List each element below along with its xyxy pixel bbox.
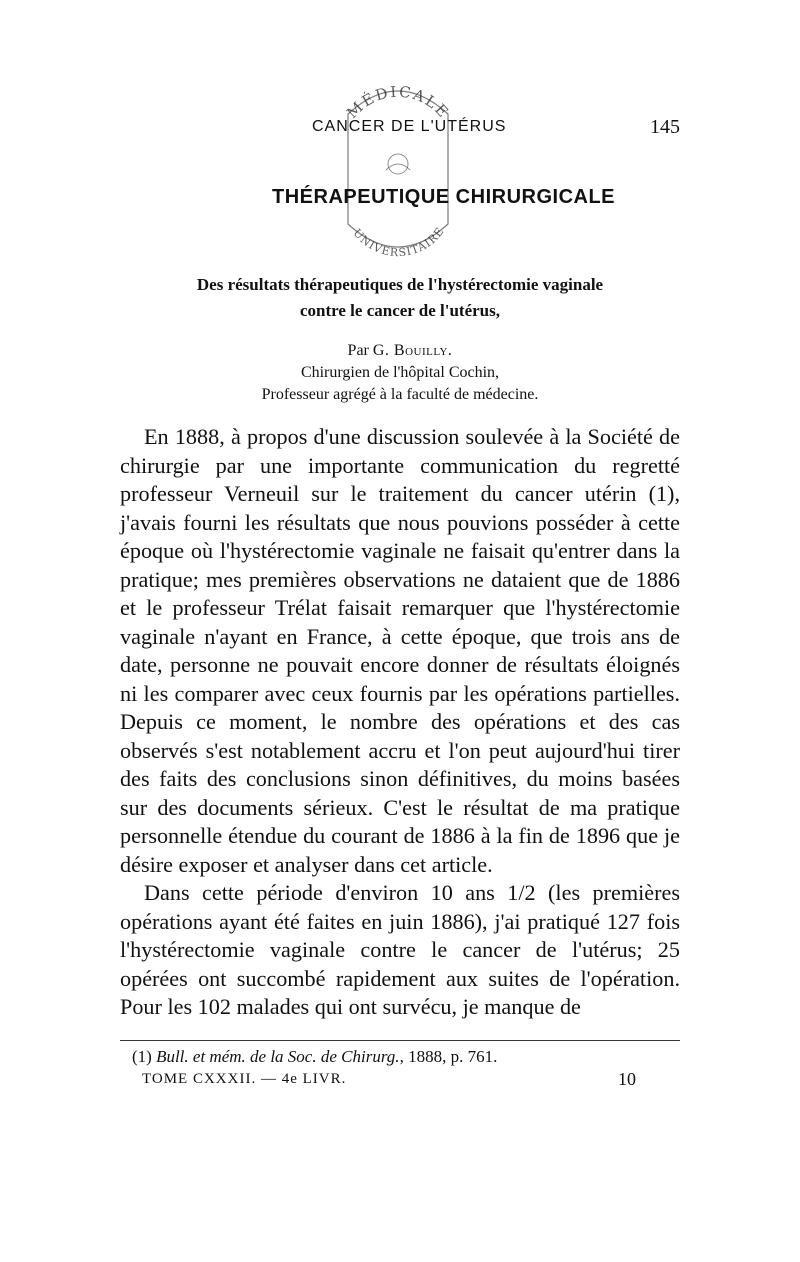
- article-title: [0, 272, 800, 324]
- byline-prefix: Par: [347, 342, 369, 359]
- affiliation-2: Professeur agrégé à la faculté de médecine.: [261, 386, 539, 403]
- sheet-number: 10: [618, 1069, 636, 1089]
- section-heading: THÉRAPEUTIQUE CHIRURGICALE: [272, 186, 616, 208]
- paragraph-2: Dans cette période d'environ 10 ans 1/2 (les premières opérations ayant été faites en juin 1886), j'ai pratiqué 127 fois l'hystérectomie vaginale contre le cancer de l'utérus; 25 opérées ont succombé rapidement aux suites de l'opération. Pour les 102 malades qui ont survécu, je manque de: [120, 880, 680, 1019]
- library-stamp: [328, 74, 468, 268]
- author-name: G. Bouilly.: [372, 342, 453, 359]
- svg-text:MÉDICALE: [343, 83, 453, 122]
- author-line: [0, 340, 800, 362]
- affiliation-1: Chirurgien de l'hôpital Cochin,: [300, 364, 500, 381]
- signature-mark: TOME CXXXII. — 4e LIVR.: [142, 1071, 347, 1087]
- svg-text:UNIVERSITAIRE: [351, 225, 447, 260]
- article-title-line-2: contre le cancer de l'utérus,: [299, 301, 500, 320]
- article-title-line-1: Des résultats thérapeutiques de l'hystérectomie vaginale: [196, 275, 604, 294]
- body-text: [120, 423, 680, 1022]
- page-number: 145: [650, 116, 680, 138]
- running-head-title: CANCER DE L'UTÉRUS: [312, 118, 507, 135]
- byline: [0, 340, 800, 406]
- footnote-rule: [120, 1040, 680, 1041]
- footnote-marker: (1): [132, 1047, 152, 1066]
- footnote-details: , 1888, p. 761.: [399, 1047, 498, 1066]
- stamp-top-text: MÉDICALE: [343, 82, 454, 123]
- paragraph-1: En 1888, à propos d'une discussion soulevée à la Société de chirurgie par une importante communication du regretté professeur Verneuil sur le traitement du cancer utérin (1), j'avais fourni les résultats que nous pouvions posséder à cette époque où l'hystérectomie vaginale ne faisait qu'entrer dans la pratique; mes premières observations ne dataient que de 1886 et le professeur Trélat faisait remarquer que l'hystérectomie vaginale n'ayant en France, à cette époque, que trois ans de date, personne ne pouvait encore donner de résultats éloignés ni les comparer avec ceux fournis par les opérations partielles. Depuis ce moment, le nombre des opérations et des cas observés s'est notablement accru et l'on peut aujourd'hui tirer des faits des conclusions sinon définitives, du moins basées sur des documents sérieux. C'est le résultat de ma pratique personnelle étendue du courant de 1886 à la fin de 1896 que je désire exposer et analyser dans cet article.: [120, 424, 680, 877]
- footnote: [132, 1046, 497, 1068]
- footnote-journal: Bull. et mém. de la Soc. de Chirurg.: [156, 1047, 400, 1066]
- stamp-bottom-text: UNIVERSITAIRE: [350, 224, 447, 260]
